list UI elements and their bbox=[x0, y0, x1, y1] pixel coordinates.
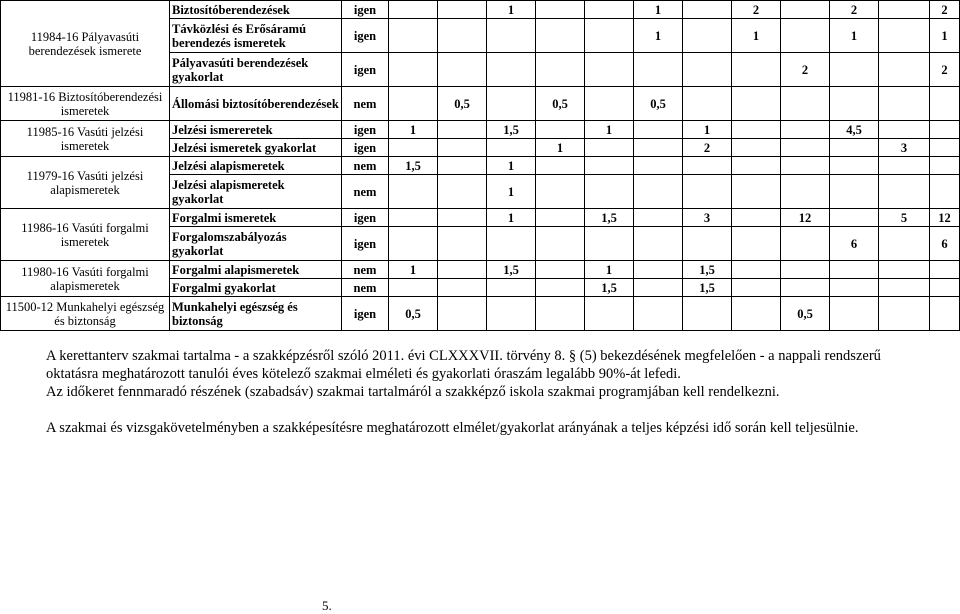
hours-cell bbox=[830, 279, 879, 297]
hours-cell bbox=[732, 227, 781, 261]
page-number: 5. bbox=[322, 598, 332, 613]
hours-cell: 2 bbox=[732, 1, 781, 19]
hours-cell bbox=[732, 279, 781, 297]
hours-cell: 1 bbox=[536, 139, 585, 157]
hours-cell: 1 bbox=[634, 19, 683, 53]
hours-cell bbox=[536, 227, 585, 261]
hours-cell bbox=[930, 175, 960, 209]
hours-cell: 1 bbox=[634, 1, 683, 19]
hours-cell bbox=[536, 261, 585, 279]
hours-cell bbox=[634, 297, 683, 331]
hours-cell bbox=[634, 121, 683, 139]
hours-cell bbox=[487, 297, 536, 331]
hours-cell bbox=[879, 175, 930, 209]
hours-cell bbox=[879, 157, 930, 175]
hours-cell bbox=[830, 53, 879, 87]
hours-cell bbox=[879, 19, 930, 53]
hours-cell bbox=[830, 175, 879, 209]
hours-cell bbox=[732, 87, 781, 121]
hours-cell bbox=[683, 53, 732, 87]
hours-cell bbox=[487, 19, 536, 53]
hours-cell: 1,5 bbox=[487, 261, 536, 279]
hours-cell: 1,5 bbox=[487, 121, 536, 139]
hours-cell bbox=[732, 53, 781, 87]
type-cell: igen bbox=[342, 227, 389, 261]
hours-cell bbox=[634, 261, 683, 279]
hours-cell bbox=[830, 261, 879, 279]
hours-cell bbox=[487, 279, 536, 297]
table-row bbox=[1, 297, 960, 331]
hours-cell bbox=[781, 227, 830, 261]
hours-cell bbox=[879, 227, 930, 261]
hours-cell bbox=[585, 227, 634, 261]
hours-cell: 1 bbox=[487, 1, 536, 19]
hours-cell: 1,5 bbox=[389, 157, 438, 175]
hours-cell: 12 bbox=[781, 209, 830, 227]
hours-cell bbox=[781, 1, 830, 19]
hours-cell bbox=[536, 175, 585, 209]
hours-cell bbox=[830, 209, 879, 227]
type-cell: nem bbox=[342, 157, 389, 175]
type-cell: igen bbox=[342, 1, 389, 19]
hours-cell bbox=[487, 227, 536, 261]
hours-cell bbox=[683, 19, 732, 53]
hours-cell bbox=[879, 297, 930, 331]
subject-cell: Forgalomszabályozás gyakorlat bbox=[170, 227, 342, 261]
hours-cell bbox=[634, 175, 683, 209]
hours-cell bbox=[781, 175, 830, 209]
hours-cell: 1,5 bbox=[585, 279, 634, 297]
table-row bbox=[1, 157, 960, 175]
hours-cell: 1 bbox=[585, 121, 634, 139]
hours-cell bbox=[438, 121, 487, 139]
module-cell: 11985-16 Vasúti jelzési ismeretek bbox=[1, 121, 170, 157]
hours-cell: 0,5 bbox=[781, 297, 830, 331]
hours-cell bbox=[879, 279, 930, 297]
hours-cell bbox=[585, 53, 634, 87]
hours-cell: 1 bbox=[389, 261, 438, 279]
type-cell: igen bbox=[342, 297, 389, 331]
hours-cell bbox=[389, 209, 438, 227]
hours-cell bbox=[536, 157, 585, 175]
hours-cell bbox=[930, 261, 960, 279]
hours-cell bbox=[683, 157, 732, 175]
hours-cell bbox=[830, 297, 879, 331]
hours-cell bbox=[683, 227, 732, 261]
note-line: oktatásra meghatározott tanulói éves kötelező szakmai elméleti és gyakorlati óraszám legalább 90%-át lefedi. bbox=[46, 366, 681, 382]
type-cell: nem bbox=[342, 261, 389, 279]
subject-cell: Állomási biztosítóberendezések bbox=[170, 87, 342, 121]
hours-cell: 1,5 bbox=[683, 279, 732, 297]
table-row bbox=[1, 261, 960, 279]
hours-cell: 6 bbox=[830, 227, 879, 261]
hours-cell bbox=[389, 227, 438, 261]
hours-cell: 0,5 bbox=[389, 297, 438, 331]
hours-cell: 2 bbox=[830, 1, 879, 19]
type-cell: nem bbox=[342, 87, 389, 121]
type-cell: igen bbox=[342, 209, 389, 227]
hours-cell bbox=[487, 139, 536, 157]
hours-cell bbox=[683, 1, 732, 19]
note-line: A kerettanterv szakmai tartalma - a szakképzésről szóló 2011. évi CLXXXVII. törvény 8. § (5) bekezdésének megfelelően - a nappali rendszerű bbox=[46, 348, 881, 364]
table-row bbox=[1, 87, 960, 121]
hours-cell bbox=[585, 297, 634, 331]
hours-cell: 0,5 bbox=[634, 87, 683, 121]
hours-cell: 1,5 bbox=[585, 209, 634, 227]
hours-cell bbox=[438, 261, 487, 279]
hours-cell bbox=[930, 121, 960, 139]
module-cell: 11980-16 Vasúti forgalmi alapismeretek bbox=[1, 261, 170, 297]
hours-cell bbox=[585, 19, 634, 53]
subject-cell: Forgalmi ismeretek bbox=[170, 209, 342, 227]
hours-cell bbox=[879, 121, 930, 139]
hours-cell bbox=[536, 121, 585, 139]
subject-cell: Forgalmi gyakorlat bbox=[170, 279, 342, 297]
hours-cell: 1 bbox=[930, 19, 960, 53]
hours-cell bbox=[438, 227, 487, 261]
subject-cell: Pályavasúti berendezések gyakorlat bbox=[170, 53, 342, 87]
hours-cell bbox=[389, 53, 438, 87]
type-cell: igen bbox=[342, 19, 389, 53]
hours-cell bbox=[389, 1, 438, 19]
subject-cell: Forgalmi alapismeretek bbox=[170, 261, 342, 279]
hours-cell bbox=[732, 209, 781, 227]
hours-cell bbox=[438, 157, 487, 175]
subject-cell: Munkahelyi egészség és biztonság bbox=[170, 297, 342, 331]
hours-cell: 1 bbox=[585, 261, 634, 279]
hours-cell: 1 bbox=[487, 209, 536, 227]
hours-cell bbox=[438, 209, 487, 227]
hours-cell bbox=[683, 297, 732, 331]
module-cell: 11979-16 Vasúti jelzési alapismeretek bbox=[1, 157, 170, 209]
hours-cell bbox=[438, 297, 487, 331]
table-row bbox=[1, 1, 960, 19]
hours-cell bbox=[634, 157, 683, 175]
hours-cell bbox=[781, 279, 830, 297]
hours-cell bbox=[536, 297, 585, 331]
hours-cell: 2 bbox=[781, 53, 830, 87]
hours-cell bbox=[781, 87, 830, 121]
hours-cell: 2 bbox=[930, 1, 960, 19]
hours-cell bbox=[930, 279, 960, 297]
hours-cell bbox=[930, 139, 960, 157]
hours-cell: 3 bbox=[879, 139, 930, 157]
note-line: A szakmai és vizsgakövetelményben a szakképesítésre meghatározott elmélet/gyakorlat arányának a teljes képzési idő során kell teljesülnie. bbox=[46, 420, 859, 436]
hours-cell bbox=[389, 87, 438, 121]
type-cell: igen bbox=[342, 53, 389, 87]
hours-cell bbox=[634, 53, 683, 87]
hours-cell bbox=[634, 209, 683, 227]
hours-cell bbox=[536, 1, 585, 19]
hours-cell bbox=[634, 227, 683, 261]
hours-cell bbox=[732, 139, 781, 157]
subject-cell: Jelzési alapismeretek gyakorlat bbox=[170, 175, 342, 209]
hours-cell: 1 bbox=[487, 175, 536, 209]
hours-cell bbox=[634, 279, 683, 297]
hours-cell bbox=[732, 121, 781, 139]
hours-cell bbox=[781, 121, 830, 139]
module-cell: 11984-16 Pályavasúti berendezések ismerete bbox=[1, 1, 170, 87]
hours-cell: 1 bbox=[732, 19, 781, 53]
hours-cell: 4,5 bbox=[830, 121, 879, 139]
hours-cell: 2 bbox=[683, 139, 732, 157]
type-cell: igen bbox=[342, 121, 389, 139]
module-cell: 11986-16 Vasúti forgalmi ismeretek bbox=[1, 209, 170, 261]
hours-cell bbox=[438, 175, 487, 209]
hours-cell bbox=[438, 139, 487, 157]
subject-cell: Jelzési alapismeretek bbox=[170, 157, 342, 175]
hours-cell bbox=[585, 139, 634, 157]
hours-cell bbox=[930, 157, 960, 175]
hours-cell bbox=[487, 87, 536, 121]
hours-cell bbox=[585, 1, 634, 19]
hours-cell bbox=[732, 157, 781, 175]
hours-cell bbox=[732, 175, 781, 209]
hours-cell bbox=[438, 279, 487, 297]
hours-cell bbox=[732, 261, 781, 279]
note-line: Az időkeret fennmaradó részének (szabadsáv) szakmai tartalmáról a szakképző iskola szakmai programjában kell rendelkezni. bbox=[46, 384, 780, 400]
hours-cell: 1 bbox=[683, 121, 732, 139]
subject-cell: Jelzési ismeretek gyakorlat bbox=[170, 139, 342, 157]
table-row bbox=[1, 121, 960, 139]
hours-cell: 1,5 bbox=[683, 261, 732, 279]
hours-cell bbox=[438, 1, 487, 19]
type-cell: nem bbox=[342, 279, 389, 297]
hours-cell bbox=[683, 175, 732, 209]
hours-cell bbox=[585, 87, 634, 121]
hours-cell: 2 bbox=[930, 53, 960, 87]
hours-cell bbox=[781, 19, 830, 53]
hours-cell: 3 bbox=[683, 209, 732, 227]
hours-cell bbox=[634, 139, 683, 157]
hours-cell: 5 bbox=[879, 209, 930, 227]
hours-cell: 6 bbox=[930, 227, 960, 261]
hours-cell bbox=[781, 261, 830, 279]
hours-cell bbox=[732, 297, 781, 331]
hours-cell: 1 bbox=[830, 19, 879, 53]
subject-cell: Biztosítóberendezések bbox=[170, 1, 342, 19]
hours-cell: 0,5 bbox=[438, 87, 487, 121]
hours-cell bbox=[536, 19, 585, 53]
hours-cell bbox=[830, 139, 879, 157]
hours-cell: 1 bbox=[389, 121, 438, 139]
hours-cell bbox=[536, 209, 585, 227]
hours-cell bbox=[389, 175, 438, 209]
module-cell: 11981-16 Biztosítóberendezési ismeretek bbox=[1, 87, 170, 121]
subject-cell: Jelzési ismereretek bbox=[170, 121, 342, 139]
hours-cell bbox=[683, 87, 732, 121]
hours-cell bbox=[389, 279, 438, 297]
hours-cell bbox=[389, 19, 438, 53]
hours-cell bbox=[830, 87, 879, 121]
notes-block bbox=[46, 347, 946, 437]
hours-cell: 0,5 bbox=[536, 87, 585, 121]
hours-cell bbox=[585, 157, 634, 175]
hours-cell bbox=[830, 157, 879, 175]
type-cell: nem bbox=[342, 175, 389, 209]
hours-cell: 1 bbox=[487, 157, 536, 175]
hours-cell bbox=[879, 1, 930, 19]
hours-cell bbox=[930, 297, 960, 331]
hours-cell bbox=[536, 279, 585, 297]
hours-cell bbox=[930, 87, 960, 121]
hours-cell bbox=[389, 139, 438, 157]
hours-cell: 12 bbox=[930, 209, 960, 227]
hours-cell bbox=[879, 53, 930, 87]
hours-cell bbox=[781, 139, 830, 157]
subject-cell: Távközlési és Erősáramú berendezés ismeretek bbox=[170, 19, 342, 53]
hours-cell bbox=[487, 53, 536, 87]
hours-cell bbox=[879, 87, 930, 121]
type-cell: igen bbox=[342, 139, 389, 157]
hours-cell bbox=[585, 175, 634, 209]
hours-cell bbox=[438, 19, 487, 53]
table-row bbox=[1, 209, 960, 227]
module-cell: 11500-12 Munkahelyi egészség és biztonság bbox=[1, 297, 170, 331]
hours-cell bbox=[879, 261, 930, 279]
hours-cell bbox=[438, 53, 487, 87]
hours-cell bbox=[781, 157, 830, 175]
hours-cell bbox=[536, 53, 585, 87]
